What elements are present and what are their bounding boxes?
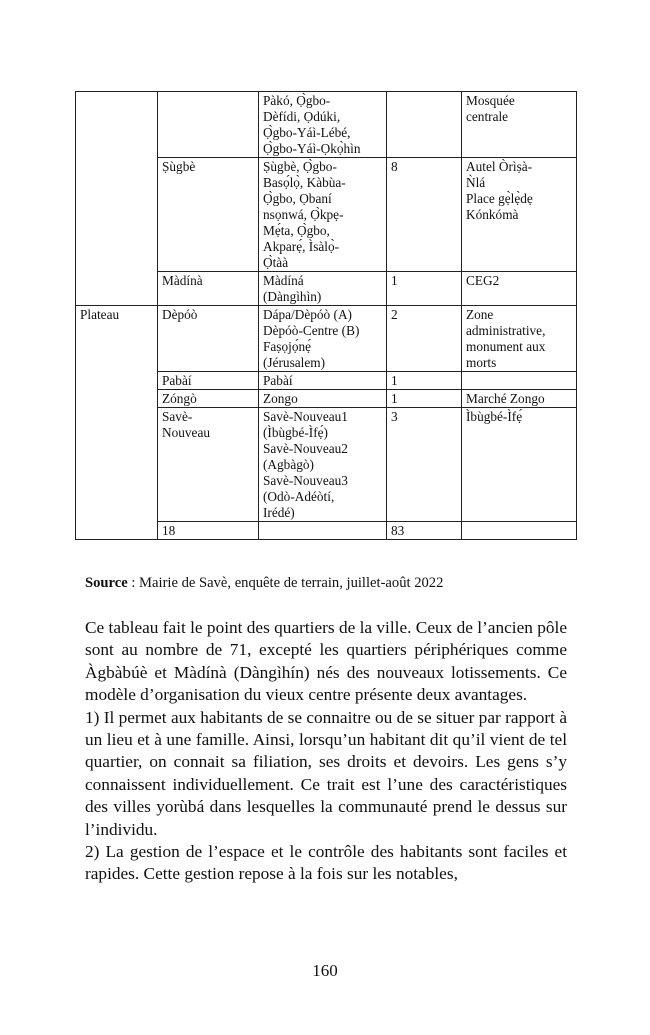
cell-arrondissement [158,92,259,158]
cell-equipment-line: Zone [466,307,494,322]
cell-equipment-line: Place gẹ̀lẹ̀dẹ [466,191,533,206]
cell-quartiers-line: Ọ̀gbo-Yáì-Ọkọ̀hìn [263,141,361,156]
cell-quartiers-line: Màdíná [263,273,304,288]
cell-quartiers [259,92,387,158]
cell-count: 2 [387,306,462,372]
cell-equipment [462,408,577,522]
cell-equipment-line: administrative, [466,323,546,338]
source-label: Source [85,575,128,591]
cell-arrondissement: Ṣùgbè [158,158,259,272]
cell-arrondissement: Zóngò [158,390,259,408]
cell-quartiers-line: Savè-Nouveau2 [263,441,348,456]
cell-arrondissement: Savè- Nouveau [158,408,259,522]
cell-quartiers [259,306,387,372]
paragraph-point-2: 2) La gestion de l’espace et le contrôle des habitants sont faciles et rapides. Cette gestion repose à la fois sur les notables, [85,842,567,884]
cell-quartiers-line: nsọnwá, Ọ̀kpẹ- [263,207,344,222]
cell-zone: Plateau [76,306,158,540]
cell-quartiers-line: Ṣùgbè, Ọ̀gbo- [263,159,337,174]
cell-quartiers [259,158,387,272]
cell-equipment [462,390,577,408]
cell-equipment-line: Ìbùgbé-Ìfẹ́ [466,409,523,424]
table-row [76,306,577,372]
cell-arrondissement: Pabàí [158,372,259,390]
cell-quartiers-line: Faṣọjọ́nẹ́ [263,339,312,354]
cell-quartiers-line: Zongo [263,391,298,406]
quarters-table [75,91,577,540]
paragraph-point-1: 1) Il permet aux habitants de se connaitre ou de se situer par rapport à un lieu et à une famille. Ainsi, lorsqu’un habitant dit qu’il vient de tel quartier, on connait sa filiation, ses droits et devoirs. Les gens s’y connaissent individuellement. Ce trait est l’une des caractéristiques des villes yorùbá dans lesquelles la communauté prend le dessus sur l’individu. [85,707,567,839]
body-text [85,617,567,886]
cell-quartiers-line: Dèfídi, Ọdúki, [263,109,341,124]
cell-count: 8 [387,158,462,272]
cell-equipment-line: monument aux [466,339,546,354]
cell-quartiers [259,522,387,540]
cell-equipment-line: Ǹlá [466,175,486,190]
cell-count: 83 [387,522,462,540]
cell-quartiers [259,272,387,306]
cell-equipment-line: morts [466,355,497,370]
cell-equipment-line: centrale [466,109,509,124]
cell-equipment-line: Kónkómà [466,207,519,222]
cell-quartiers-line: Ọ̀tàà [263,255,289,270]
cell-quartiers-line: (Agbàgò) [263,457,314,472]
cell-quartiers-line: (Ìbùgbé-Ìfẹ́) [263,425,328,440]
cell-quartiers-line: (Dàngìhìn) [263,289,322,304]
cell-quartiers-line: Mẹ́ta, Ọ̀gbo, [263,223,330,238]
cell-equipment [462,92,577,158]
paragraph-intro: Ce tableau fait le point des quartiers de la ville. Ceux de l’ancien pôle sont au nombre de 71, excepté les quartiers périphériques comme Àgbàbúè et Màdínà (Dàngìhín) nés des nouveaux lotissements. Ce modèle d’organisation du vieux centre présente deux avantages. [85,618,567,705]
page-number: 160 [312,961,338,980]
cell-quartiers-line: (Odò-Adéòtí, [263,489,335,504]
cell-quartiers-line: Ọ̀gbo, Ọbaní [263,191,332,206]
cell-quartiers-line: Irédé) [263,505,295,520]
cell-equipment-line: CEG2 [466,273,500,288]
cell-arrondissement: 18 [158,522,259,540]
cell-equipment [462,522,577,540]
cell-equipment [462,306,577,372]
cell-quartiers-line: Savè-Nouveau1 [263,409,348,424]
cell-equipment-line: Autel Òrìṣà- [466,159,533,174]
cell-quartiers-line: Pàkó, Ọ̀gbo- [263,93,331,108]
cell-quartiers-line: Dèpóò-Centre (B) [263,323,360,338]
cell-count: 1 [387,272,462,306]
table-row [76,92,577,158]
cell-count: 1 [387,372,462,390]
cell-quartiers [259,390,387,408]
cell-count [387,92,462,158]
cell-arrondissement: Màdínà [158,272,259,306]
source-text: : Mairie de Savè, enquête de terrain, juillet-août 2022 [127,575,444,591]
cell-quartiers-line: Akparẹ́, Ìsàlọ̀- [263,239,340,254]
cell-quartiers-line: Ọ̀gbo-Yáì-Lébé, [263,125,351,140]
cell-quartiers-line: Pabàí [263,373,293,388]
cell-equipment [462,158,577,272]
cell-arrondissement: Dèpóò [158,306,259,372]
cell-equipment-line: Marché Zongo [466,391,545,406]
cell-quartiers-line: Basọ́lọ̀, Kàbùa- [263,175,346,190]
cell-quartiers-line: (Jérusalem) [263,355,326,370]
cell-zone [76,92,158,306]
cell-count: 3 [387,408,462,522]
cell-quartiers-line: Dápa/Dèpóò (A) [263,307,352,322]
cell-equipment [462,272,577,306]
table-source [85,574,585,592]
cell-quartiers-line: Savè-Nouveau3 [263,473,348,488]
cell-quartiers [259,408,387,522]
cell-equipment [462,372,577,390]
cell-count: 1 [387,390,462,408]
cell-equipment-line: Mosquée [466,93,515,108]
cell-quartiers [259,372,387,390]
